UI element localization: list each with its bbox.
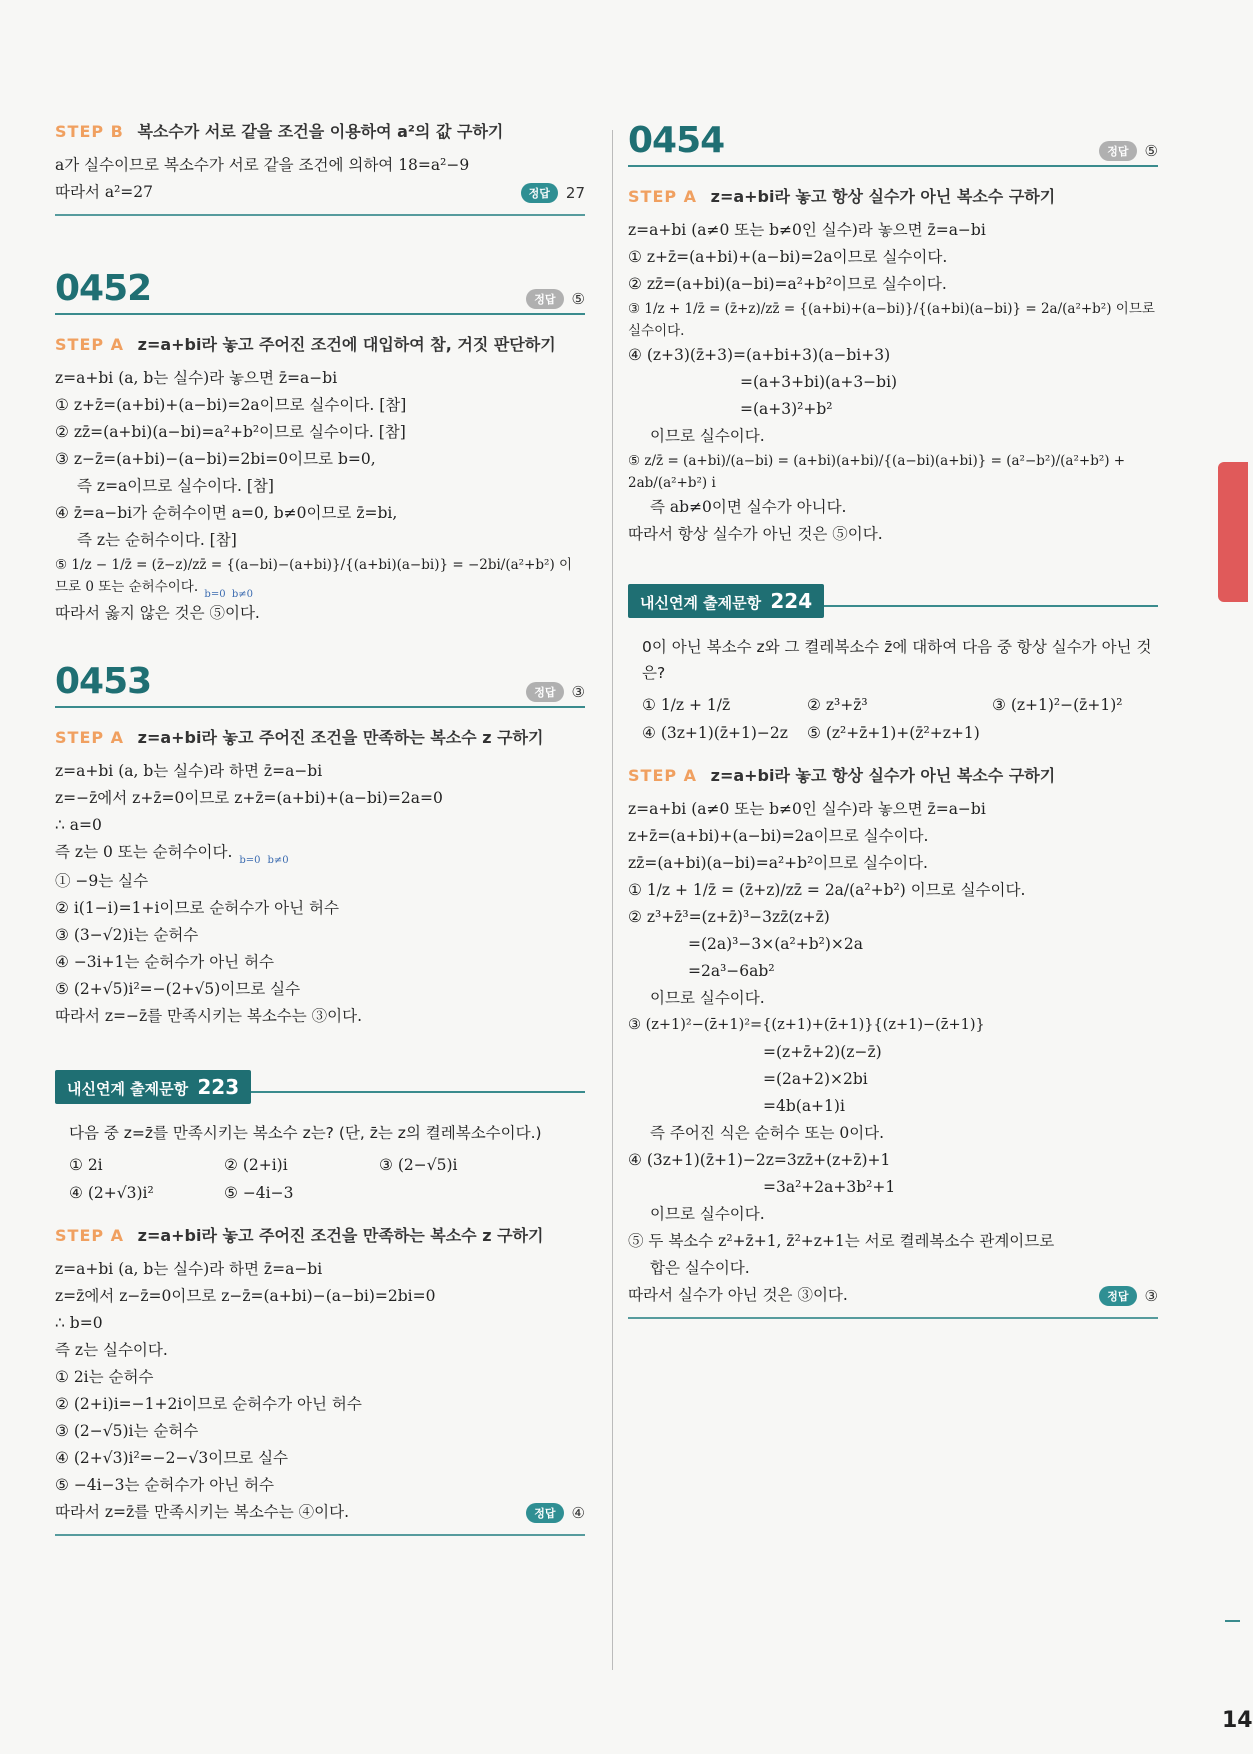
problem-number: 0452	[55, 268, 152, 309]
choice: ① 1/z + 1/z̄	[642, 696, 731, 714]
solution-line: z=a+bi (a, b는 실수)라 놓으면 z̄=a−bi	[55, 369, 338, 387]
annotation: b≠0	[231, 589, 254, 600]
solution-line: ④ (2+√3)i²=−2−√3이므로 실수	[55, 1449, 289, 1467]
answer-row	[55, 179, 585, 206]
step-a-heading	[628, 764, 1158, 788]
solution-line	[55, 554, 585, 600]
choice: ⑤ −4i−3	[224, 1184, 294, 1202]
related-label: 내신연계 출제문항	[67, 1080, 189, 1098]
solution-line: =3a²+2a+3b²+1	[763, 1178, 896, 1196]
solution-line: ④ (z+3)(z̄+3)=(a+bi+3)(a−bi+3)	[628, 346, 891, 364]
solution-line: ③ (2−√5)i는 순허수	[55, 1422, 199, 1440]
solution-line: ② z³+z̄³=(z+z̄)³−3zz̄(z+z̄)	[628, 908, 830, 926]
section-rule	[55, 1534, 585, 1536]
answer-value: ③	[1144, 1286, 1158, 1305]
solution-line: z=a+bi (a≠0 또는 b≠0인 실수)라 놓으면 z̄=a−bi	[628, 800, 986, 818]
answer-label: 정답	[1099, 141, 1136, 161]
section-rule	[628, 1317, 1158, 1319]
solution-line: ⑤ 두 복소수 z²+z̄+1, z̄²+z+1는 서로 켤레복소수 관계이므로	[628, 1232, 1055, 1250]
right-column	[628, 120, 1158, 1349]
solution-line: 따라서 z=−z̄를 만족시키는 복소수는 ③이다.	[55, 1007, 363, 1025]
step-title: z=a+bi라 놓고 항상 실수가 아닌 복소수 구하기	[710, 766, 1056, 785]
step-b-heading	[55, 120, 585, 144]
choice: ② (2+i)i	[224, 1156, 288, 1174]
answer-label: 정답	[526, 1503, 563, 1523]
problem-number: 0454	[628, 120, 725, 161]
solution-line: 합은 실수이다.	[650, 1259, 750, 1277]
solution-line: z=a+bi (a≠0 또는 b≠0인 실수)라 놓으면 z̄=a−bi	[628, 221, 986, 239]
choice: ① 2i	[69, 1156, 103, 1174]
solution-line: =(z+z̄+2)(z−z̄)	[763, 1043, 882, 1061]
related-label-box	[628, 584, 824, 618]
problem-header-0452	[55, 268, 585, 315]
step-tag: STEP A	[55, 728, 125, 747]
solution-line: ⑤ z/z̄ = (a+bi)/(a−bi) = (a+bi)(a+bi)/{(a−bi)(a+bi)} = (a²−b²)/(a²+b²) + 2ab/(a²+b²) i	[628, 453, 1126, 491]
solution-line: 즉 z는 실수이다.	[55, 1341, 168, 1359]
solution-line: ② zz̄=(a+bi)(a−bi)=a²+b²이므로 실수이다.	[628, 275, 947, 293]
answer-value: ⑤	[1144, 142, 1158, 160]
answer-badge	[521, 183, 585, 203]
step-tag: STEP A	[628, 187, 698, 206]
chapter-side-tab	[1218, 462, 1248, 602]
choice: ⑤ (z²+z̄+1)+(z̄²+z+1)	[807, 724, 980, 742]
solution-line: ② (2+i)i=−1+2i이므로 순허수가 아닌 허수	[55, 1395, 362, 1413]
annotation: b≠0	[267, 855, 289, 866]
solution-line: ① 1/z + 1/z̄ = (z̄+z)/zz̄ = 2a/(a²+b²) 이므로 실수이다.	[628, 881, 1026, 899]
solution-line: ⑤ −4i−3는 순허수가 아닌 허수	[55, 1476, 275, 1494]
annotation: b=0	[239, 855, 261, 866]
solution-line: =2a³−6ab²	[688, 962, 775, 980]
step-title: z=a+bi라 놓고 주어진 조건에 대입하여 참, 거짓 판단하기	[137, 335, 556, 354]
solution-line: 이므로 실수이다.	[650, 989, 765, 1007]
gutter-rule	[1225, 1620, 1240, 1622]
solution-line: ① z+z̄=(a+bi)+(a−bi)=2a이므로 실수이다.	[628, 248, 948, 266]
choice: ④ (2+√3)i²	[69, 1184, 154, 1202]
answer-value: ③	[571, 683, 585, 701]
solution-line-text: ⑤ 1/z − 1/z̄ = (z̄−z)/zz̄ = {(a−bi)−(a+bi)}/{(a+bi)(a−bi)} = −2bi/(a²+b²) 이므로 0 또는 순허수이다.	[55, 557, 573, 595]
step-a-heading	[55, 333, 585, 357]
answer-value: ④	[571, 1503, 585, 1522]
solution-line: ① z+z̄=(a+bi)+(a−bi)=2a이므로 실수이다. [참]	[55, 396, 407, 414]
solution-line: 즉 z는 순허수이다. [참]	[77, 531, 237, 549]
answer-label: 정답	[526, 289, 563, 309]
solution-line: ④ z̄=a−bi가 순허수이면 a=0, b≠0이므로 z̄=bi,	[55, 504, 398, 522]
solution-line: z=−z̄에서 z+z̄=0이므로 z+z̄=(a+bi)+(a−bi)=2a=0	[55, 789, 443, 807]
answer-badge	[1099, 1286, 1158, 1306]
solution-line: =4b(a+1)i	[763, 1097, 845, 1115]
solution-line: ∴ b=0	[55, 1314, 103, 1332]
problem-number: 0453	[55, 661, 152, 702]
choices	[55, 1156, 585, 1202]
solution-line: 따라서 a²=27	[55, 183, 154, 201]
related-problem-header-223	[55, 1070, 585, 1104]
solution-line: ① −9는 실수	[55, 872, 149, 890]
solution-line: z+z̄=(a+bi)+(a−bi)=2a이므로 실수이다.	[628, 827, 929, 845]
solution-line: 이므로 실수이다.	[650, 427, 765, 445]
problem-header-0454	[628, 120, 1158, 167]
page-number: 14	[1222, 1708, 1253, 1733]
solution-line: 이므로 실수이다.	[650, 1205, 765, 1223]
answer-value: 27	[565, 183, 585, 202]
related-label: 내신연계 출제문항	[640, 594, 762, 612]
solution-line: ② i(1−i)=1+i이므로 순허수가 아닌 허수	[55, 899, 339, 917]
solution-line: ② zz̄=(a+bi)(a−bi)=a²+b²이므로 실수이다. [참]	[55, 423, 406, 441]
solution-line: z=a+bi (a, b는 실수)라 하면 z̄=a−bi	[55, 762, 323, 780]
answer-label: 정답	[1099, 1286, 1136, 1306]
solution-line: =(a+3)²+b²	[740, 400, 833, 418]
related-number: 223	[197, 1075, 240, 1099]
step-a-heading	[55, 726, 585, 750]
step-tag: STEP A	[628, 766, 698, 785]
solution-line: zz̄=(a+bi)(a−bi)=a²+b²이므로 실수이다.	[628, 854, 928, 872]
choice: ② z³+z̄³	[807, 696, 868, 714]
step-tag: STEP A	[55, 1226, 125, 1245]
solution-line: ① 2i는 순허수	[55, 1368, 154, 1386]
solution-line: ③ (z+1)²−(z̄+1)²={(z+1)+(z̄+1)}{(z+1)−(z̄+1)}	[628, 1017, 985, 1033]
solution-line: z=z̄에서 z−z̄=0이므로 z−z̄=(a+bi)−(a−bi)=2bi=0	[55, 1287, 436, 1305]
solution-line: 따라서 z=z̄를 만족시키는 복소수는 ④이다.	[55, 1503, 350, 1521]
related-problem-header-224	[628, 584, 1158, 618]
header-rule	[251, 1091, 585, 1093]
left-column	[55, 120, 585, 1566]
solution-line: 즉 주어진 식은 순허수 또는 0이다.	[650, 1124, 885, 1142]
choice: ③ (2−√5)i	[379, 1156, 458, 1174]
answer-badge	[526, 682, 585, 702]
related-number: 224	[770, 589, 813, 613]
solution-line: 따라서 항상 실수가 아닌 것은 ⑤이다.	[628, 525, 883, 543]
answer-row	[55, 1499, 585, 1526]
solution-line: 즉 z=a이므로 실수이다. [참]	[77, 477, 274, 495]
solution-line: ③ (3−√2)i는 순허수	[55, 926, 199, 944]
answer-badge	[526, 1503, 585, 1523]
step-title: 복소수가 서로 같을 조건을 이용하여 a²의 값 구하기	[137, 122, 504, 141]
solution-line: =(2a+2)×2bi	[763, 1070, 868, 1088]
solution-line: ③ 1/z + 1/z̄ = (z̄+z)/zz̄ = {(a+bi)+(a−bi)}/{(a+bi)(a−bi)} = 2a/(a²+b²) 이므로 실수이다.	[628, 301, 1155, 339]
section-rule	[55, 214, 585, 216]
step-a-heading	[628, 185, 1158, 209]
answer-badge	[1099, 141, 1158, 161]
step-title: z=a+bi라 놓고 항상 실수가 아닌 복소수 구하기	[710, 187, 1056, 206]
solution-line: ④ (3z+1)(z̄+1)−2z=3zz̄+(z+z̄)+1	[628, 1151, 891, 1169]
step-title: z=a+bi라 놓고 주어진 조건을 만족하는 복소수 z 구하기	[137, 1226, 544, 1245]
problem-header-0453	[55, 661, 585, 708]
related-label-box	[55, 1070, 251, 1104]
choice: ③ (z+1)²−(z̄+1)²	[992, 696, 1123, 714]
step-title: z=a+bi라 놓고 주어진 조건을 만족하는 복소수 z 구하기	[137, 728, 544, 747]
solution-line: ④ −3i+1는 순허수가 아닌 허수	[55, 953, 275, 971]
solution-line: =(a+3+bi)(a+3−bi)	[740, 373, 898, 391]
answer-row	[628, 1282, 1158, 1309]
solution-line: a가 실수이므로 복소수가 서로 같을 조건에 의하여 18=a²−9	[55, 156, 470, 174]
solution-line: z=a+bi (a, b는 실수)라 하면 z̄=a−bi	[55, 1260, 323, 1278]
question-text: 다음 중 z=z̄를 만족시키는 복소수 z는? (단, z̄는 z의 켤레복소수이다.)	[69, 1124, 542, 1142]
step-a-heading	[55, 1224, 585, 1248]
answer-label: 정답	[526, 682, 563, 702]
solution-line: 따라서 옳지 않은 것은 ⑤이다.	[55, 604, 260, 622]
question-text: 0이 아닌 복소수 z와 그 켤레복소수 z̄에 대하여 다음 중 항상 실수가 아닌 것은?	[642, 638, 1152, 682]
solution-line	[55, 839, 585, 868]
column-divider	[612, 130, 613, 1670]
solution-line: 즉 ab≠0이면 실수가 아니다.	[650, 498, 847, 516]
step-tag: STEP B	[55, 122, 124, 141]
solution-line: ③ z−z̄=(a+bi)−(a−bi)=2bi=0이므로 b=0,	[55, 450, 376, 468]
header-rule	[824, 605, 1158, 607]
solution-line-text: 즉 z는 0 또는 순허수이다.	[55, 843, 233, 861]
solution-line: =(2a)³−3×(a²+b²)×2a	[688, 935, 863, 953]
solution-line: ∴ a=0	[55, 816, 102, 834]
solution-line: ⑤ (2+√5)i²=−(2+√5)이므로 실수	[55, 980, 301, 998]
annotation: b=0	[204, 589, 226, 600]
choice: ④ (3z+1)(z̄+1)−2z	[642, 724, 788, 742]
answer-label: 정답	[521, 183, 558, 203]
answer-value: ⑤	[571, 290, 585, 308]
answer-badge	[526, 289, 585, 309]
step-tag: STEP A	[55, 335, 125, 354]
choices	[628, 696, 1158, 742]
solution-line: 따라서 실수가 아닌 것은 ③이다.	[628, 1286, 848, 1304]
